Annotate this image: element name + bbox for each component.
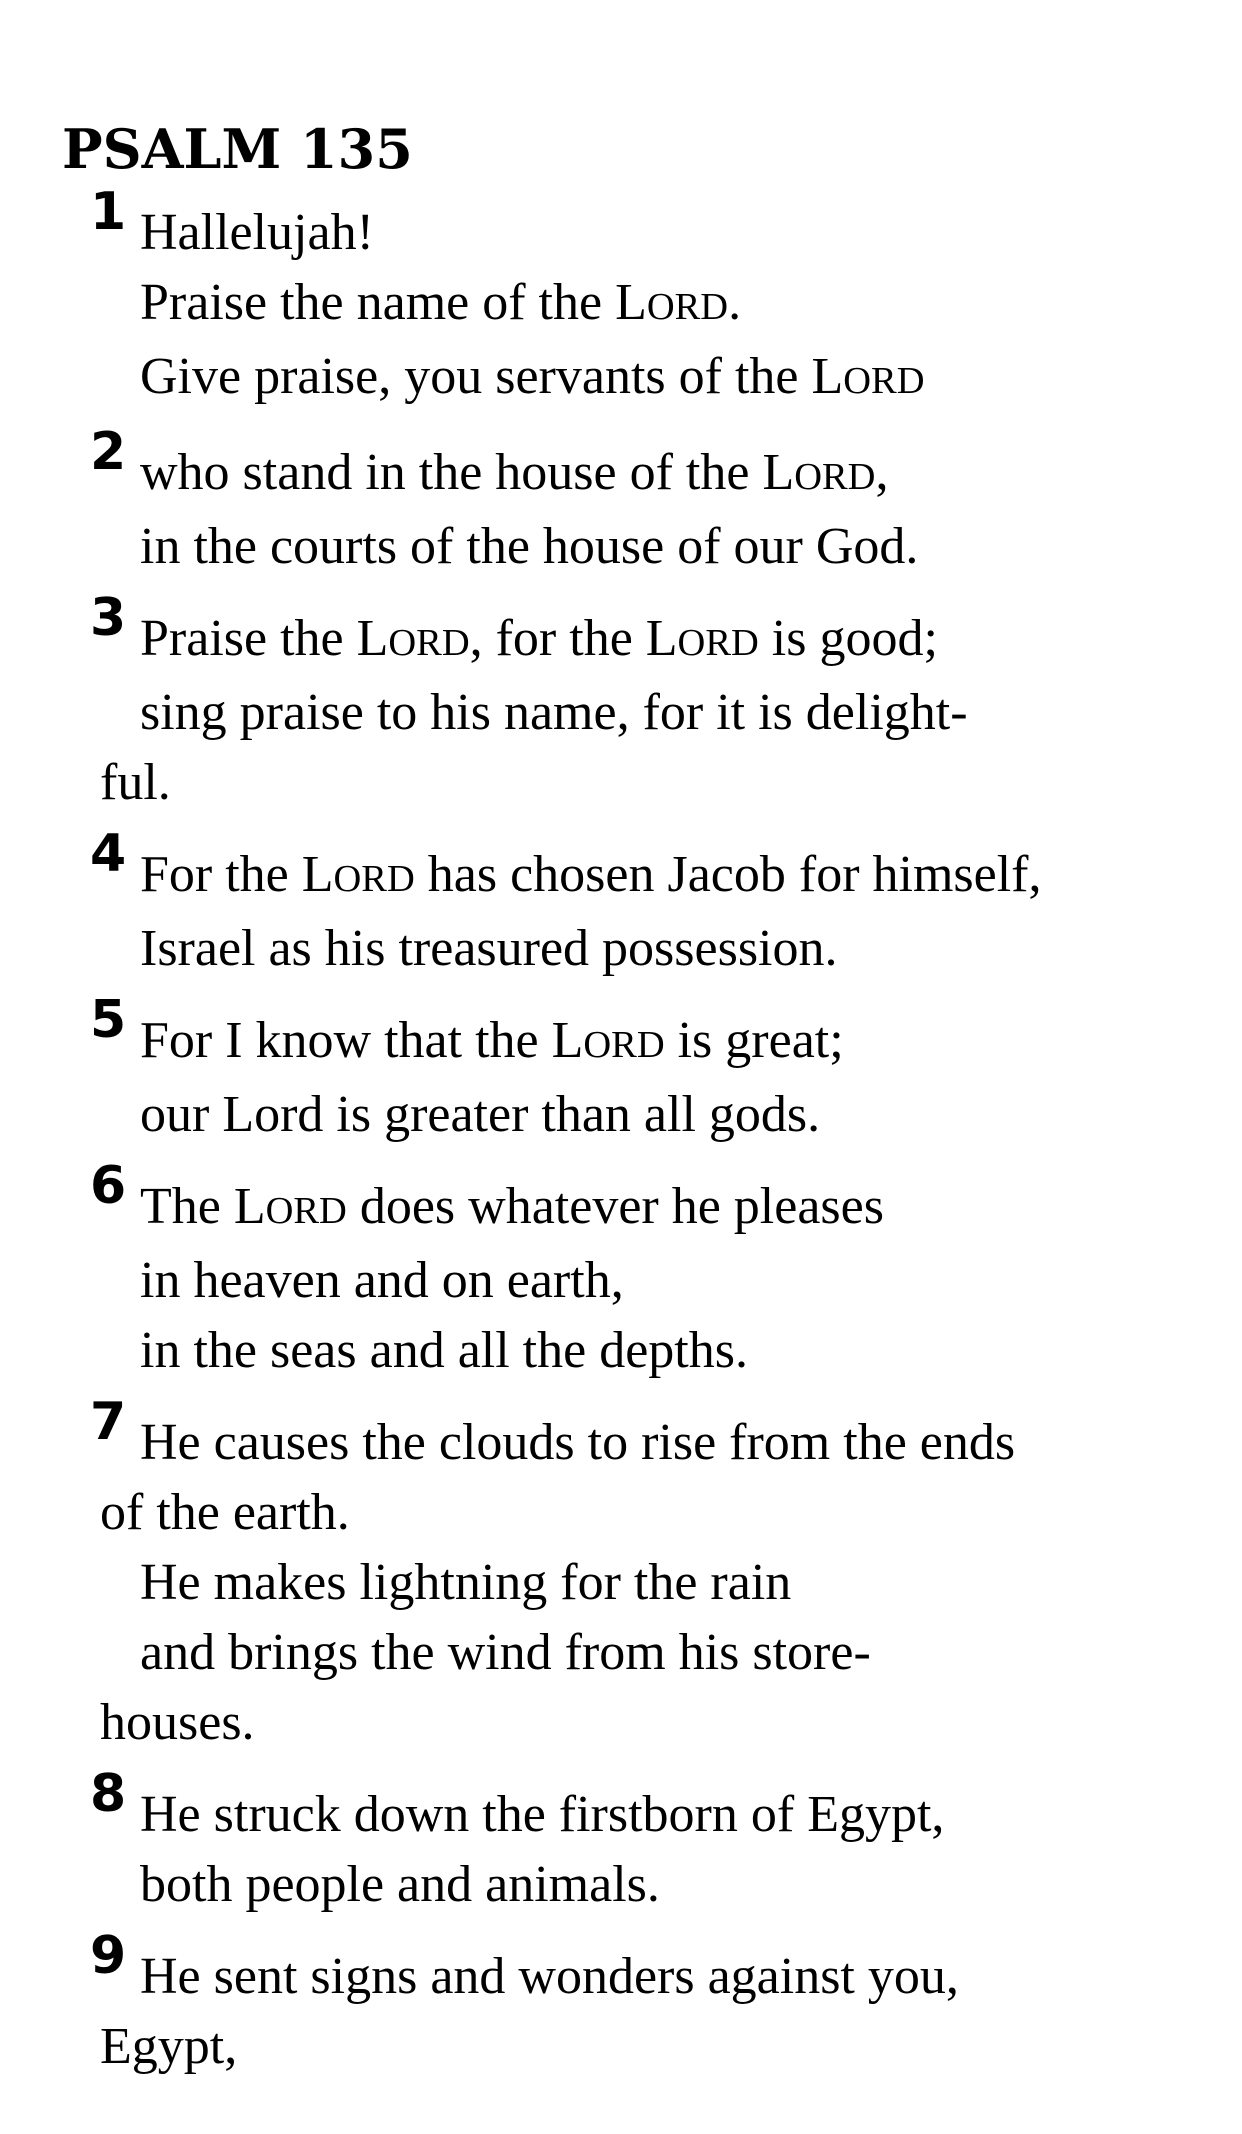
verse-number: 5 [90,990,127,1050]
poetry-line: in the courts of the house of our God. [140,518,919,575]
verse [62,1156,1212,1386]
poetry-line: in the seas and all the depths. [140,1322,748,1379]
verse [62,422,1212,582]
poetry-line: Hallelujah! [140,204,374,261]
divine-name-small-caps: LORD [233,1178,347,1235]
verse [62,824,1212,984]
divine-name-small-caps: LORD [811,348,925,405]
verse [62,182,1212,416]
divine-name-small-caps: LORD [615,274,729,331]
verse [62,990,1212,1150]
verse-number: 7 [90,1392,127,1452]
poetry-line: He struck down the firstborn of Egypt, [140,1786,945,1843]
poetry-line: He sent signs and wonders against you, [140,1948,959,2005]
verse-number: 2 [90,422,127,482]
psalm-title: PSALM 135 [62,117,413,181]
poetry-line: Praise the LORD, for the LORD is good; [140,610,938,667]
divine-name-small-caps: LORD [551,1012,665,1069]
divine-name-small-caps: LORD [301,846,415,903]
verse [62,588,1212,818]
verse-number: 9 [90,1926,127,1986]
poetry-line: For the LORD has chosen Jacob for himself, [140,846,1042,903]
verse-number: 8 [90,1764,127,1824]
poetry-line: Praise the name of the LORD. [140,274,742,331]
verse-number: 6 [90,1156,127,1216]
poetry-line: He makes lightning for the rain [140,1554,792,1611]
verse [62,1764,1212,1920]
poetry-line: ful. [100,754,171,811]
divine-name-small-caps: LORD [762,444,876,501]
poetry-line: The LORD does whatever he pleases [140,1178,884,1235]
divine-name-small-caps: LORD [356,610,470,667]
poetry-line: and brings the wind from his store- [140,1624,871,1681]
poetry-line: in heaven and on earth, [140,1252,624,1309]
poetry-line: He causes the clouds to rise from the ends [140,1414,1016,1471]
verses [62,182,1212,2082]
poetry-line: Israel as his treasured possession. [140,920,838,977]
verse-number: 4 [90,824,127,884]
divine-name-small-caps: LORD [645,610,759,667]
poetry-line: Give praise, you servants of the LORD [140,348,925,405]
verse-number: 1 [90,182,127,242]
poetry-line: sing praise to his name, for it is delight- [140,684,968,741]
verse [62,1926,1212,2082]
verse-number: 3 [90,588,127,648]
poetry-line: houses. [100,1694,255,1751]
poetry-line: of the earth. [100,1484,350,1541]
poetry-line: For I know that the LORD is great; [140,1012,844,1069]
poetry-line: our Lord is greater than all gods. [140,1086,821,1143]
poetry-line: who stand in the house of the LORD, [140,444,889,501]
poetry-line: both people and animals. [140,1856,660,1913]
poetry-line: Egypt, [100,2018,238,2075]
verse [62,1392,1212,1758]
